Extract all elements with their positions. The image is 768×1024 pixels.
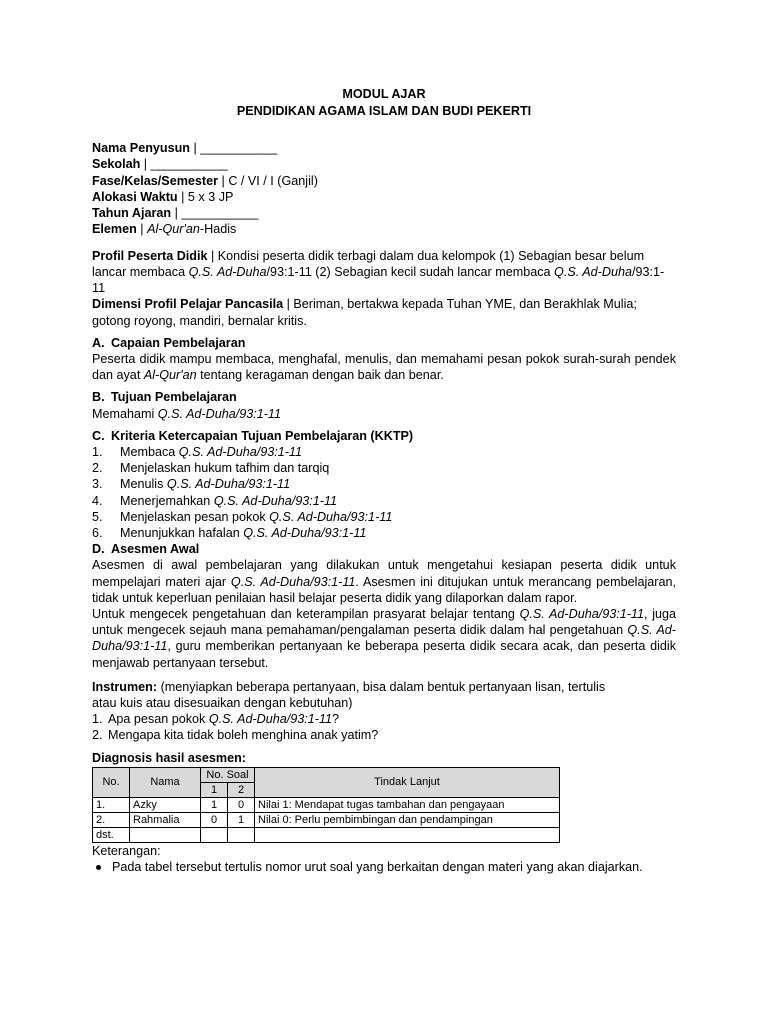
list-item: 1. Membaca Q.S. Ad-Duha/93:1-11 — [92, 445, 303, 460]
section-heading: D. Asesmen Awal — [92, 542, 200, 557]
cell-nama: Azky — [130, 797, 201, 812]
list-item: 5. Menjelaskan pesan pokok Q.S. Ad-Duha/93:1-11 — [92, 509, 393, 524]
meta-sekolah: Sekolah | ___________ — [92, 157, 228, 172]
cell-soal-1: 1 — [201, 797, 228, 812]
instrumen-questions — [92, 711, 676, 743]
tujuan-text: Memahami Q.S. Ad-Duha/93:1-11 — [92, 406, 282, 421]
meta-nama-penyusun: Nama Penyusun | ___________ — [92, 141, 278, 155]
cell-no: dst. — [93, 827, 130, 842]
asesmen-paragraph-1: Asesmen di awal pembelajaran yang dilakukan untuk mengetahui kesiapan peserta didik untuk mempelajari materi ajar Q.S. Ad-Duha/93:1-11. Asesmen ini ditujukan untuk merancang pembelajaran, tidak untuk keperluan penilaian hasil belajar peserta didik yang dilaporkan dalam rapor. — [92, 558, 676, 605]
dimensi-profil: Dimensi Profil Pelajar Pancasila | Beriman, bertakwa kepada Tuhan YME, dan Berakhlak Mulia; gotong royong, mandiri, bernalar kritis. — [92, 297, 637, 328]
document-content — [92, 86, 676, 875]
section-heading: A. Capaian Pembelajaran — [92, 335, 246, 350]
instrumen-line-2: atau kuis atau disesuaikan dengan kebutuhan) — [92, 696, 353, 711]
title-line-2: PENDIDIKAN AGAMA ISLAM DAN BUDI PEKERTI — [236, 104, 532, 118]
table-row — [93, 812, 560, 827]
cell-tindak: Nilai 0: Perlu pembimbingan dan pendampingan — [255, 812, 560, 827]
list-item: 4. Menerjemahkan Q.S. Ad-Duha/93:1-11 — [92, 493, 338, 508]
diagnosis-block — [92, 750, 676, 843]
header-no-soal: No. Soal — [201, 767, 255, 782]
cell-soal-1: 0 — [201, 812, 228, 827]
section-heading: B. Tujuan Pembelajaran — [92, 390, 237, 405]
list-item: 2. Mengapa kita tidak boleh menghina anak yatim? — [92, 728, 379, 743]
cell-no: 2. — [93, 812, 130, 827]
cell-soal-2 — [228, 827, 255, 842]
keterangan-label: Keterangan: — [92, 843, 161, 858]
instrumen-block — [92, 679, 676, 744]
bullet-icon — [96, 865, 101, 870]
keterangan-list — [92, 859, 676, 875]
header-soal-1: 1 — [201, 782, 228, 797]
meta-elemen: Elemen | Al-Qur'an-Hadis — [92, 222, 237, 237]
cell-nama — [130, 827, 201, 842]
instrumen-line-1: Instrumen: (menyiapkan beberapa pertanyaan, bisa dalam bentuk pertanyaan lisan, tertulis — [92, 679, 606, 694]
header-tindak-lanjut: Tindak Lanjut — [255, 767, 560, 797]
meta-tahun-ajaran: Tahun Ajaran | ___________ — [92, 206, 259, 221]
meta-alokasi-waktu: Alokasi Waktu | 5 x 3 JP — [92, 189, 234, 204]
list-item: 6. Menunjukkan hafalan Q.S. Ad-Duha/93:1-11 — [92, 526, 367, 541]
diagnosis-heading: Diagnosis hasil asesmen: — [92, 750, 246, 765]
list-item: 2. Menjelaskan hukum tafhim dan tarqiq — [92, 461, 330, 476]
header-soal-2: 2 — [228, 782, 255, 797]
cell-soal-1 — [201, 827, 228, 842]
list-item: 1. Apa pesan pokok Q.S. Ad-Duha/93:1-11? — [92, 712, 340, 727]
meta-block — [92, 140, 676, 238]
section-kktp — [92, 428, 676, 541]
asesmen-paragraph-2: Untuk mengecek pengetahuan dan keterampilan prasyarat belajar tentang Q.S. Ad-Duha/93:1-11, juga untuk mengecek sejauh mana pemahaman/pengalaman peserta didik dalam hal pengetahuan Q.S. Ad-Duha/93:1-11, guru memberikan pertanyaan ke beberapa peserta didik secara acak, dan peserta didik menjawab pertanyaan tersebut. — [92, 607, 677, 670]
header-nama: Nama — [130, 767, 201, 797]
cell-soal-2: 1 — [228, 812, 255, 827]
table-row — [93, 827, 560, 842]
table-header-row — [93, 767, 560, 782]
cell-tindak — [255, 827, 560, 842]
keterangan-block — [92, 843, 676, 875]
section-asesmen — [92, 541, 676, 671]
diagnosis-table — [92, 767, 560, 843]
document-title — [92, 86, 676, 120]
table-row — [93, 797, 560, 812]
list-item: 3. Menulis Q.S. Ad-Duha/93:1-11 — [92, 477, 291, 492]
section-tujuan — [92, 389, 676, 421]
list-item: Pada tabel tersebut tertulis nomor urut soal yang berkaitan dengan materi yang akan diajarkan. — [92, 859, 676, 875]
profil-peserta-didik: Profil Peserta Didik | Kondisi peserta didik terbagi dalam dua kelompok (1) Sebagian besar belum lancar membaca Q.S. Ad-Duha/93:1-11 (2) Sebagian kecil sudah lancar membaca Q.S. Ad-Duha/93:1-11 — [92, 248, 665, 296]
cell-soal-2: 0 — [228, 797, 255, 812]
header-no: No. — [93, 767, 130, 797]
section-heading: C. Kriteria Ketercapaian Tujuan Pembelajaran (KKTP) — [92, 428, 414, 443]
cell-nama: Rahmalia — [130, 812, 201, 827]
meta-fase-kelas: Fase/Kelas/Semester | C / VI / I (Ganjil) — [92, 173, 318, 188]
kktp-list — [92, 444, 676, 541]
cell-tindak: Nilai 1: Mendapat tugas tambahan dan pengayaan — [255, 797, 560, 812]
cell-no: 1. — [93, 797, 130, 812]
section-capaian — [92, 335, 676, 384]
title-line-1: MODUL AJAR — [342, 87, 426, 101]
capaian-text: Peserta didik mampu membaca, menghafal, menulis, dan memahami pesan pokok surah-surah pendek dan ayat Al-Qur'an tentang keragaman dengan baik dan benar. — [92, 352, 676, 383]
